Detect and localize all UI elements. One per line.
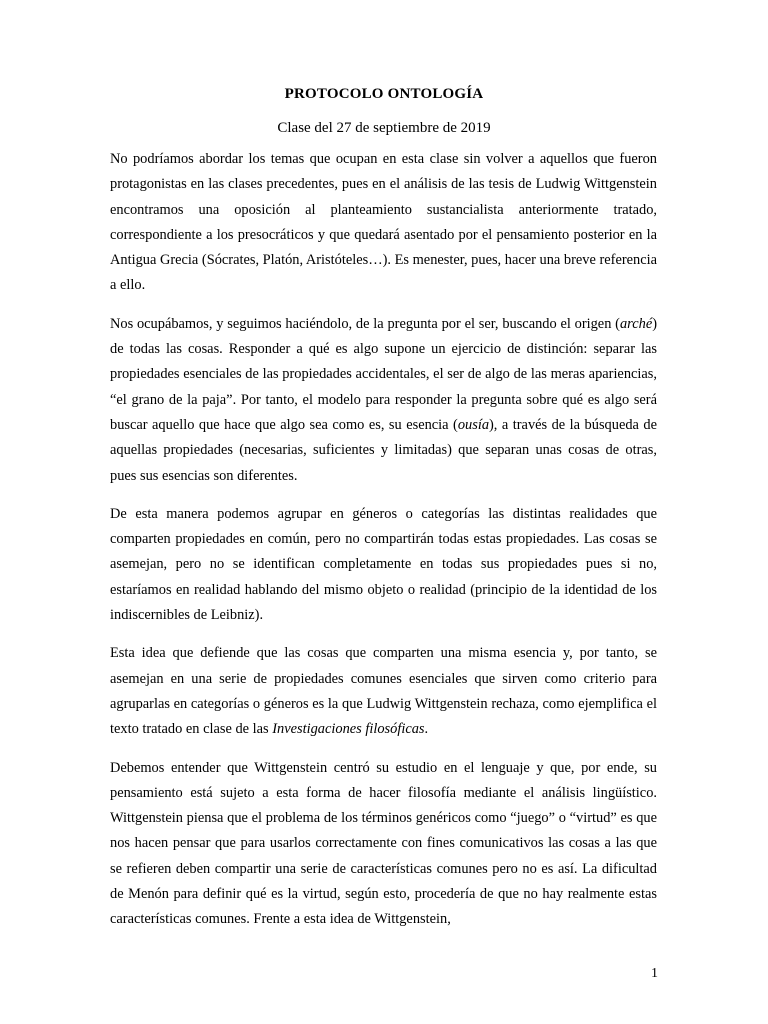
document-subtitle: Clase del 27 de septiembre de 2019 bbox=[277, 120, 491, 136]
paragraph bbox=[110, 641, 657, 742]
italic-book-title: Investigaciones filosóficas bbox=[272, 721, 425, 738]
paragraph bbox=[110, 312, 657, 489]
text-run: No podríamos abordar los temas que ocupan en esta clase sin volver a aquellos que fueron protagonistas en las clases precedentes, pues en el análisis de las tesis de Ludwig Wittgenstein encontramos una oposición al planteamiento sustancialista anteriormente tratado, correspondiente a los presocráticos y que quedará asentado por el pensamiento posterior en la Antigua Grecia (Sócrates, Platón, Aristóteles…). Es menester, pues, hacer una breve referencia a ello. bbox=[110, 151, 657, 294]
paragraph bbox=[110, 502, 657, 628]
text-run: Esta idea que defiende que las cosas que comparten una misma esencia y, por tanto, se asemejan en una serie de propiedades comunes esenciales que sirven como criterio para agruparlas en categorías o géneros es la que Ludwig Wittgenstein rechaza, como ejemplifica el texto tratado en clase de las bbox=[110, 645, 657, 738]
text-run: Nos ocupábamos, y seguimos haciéndolo, de la pregunta por el ser, buscando el origen ( bbox=[110, 315, 620, 332]
text-run: ), a través de la búsqueda de aquellas propiedades (necesarias, suficientes y limitadas) que separan unas cosas de otras, pues sus esencias son diferentes. bbox=[110, 416, 657, 484]
text-run: Debemos entender que Wittgenstein centró su estudio en el lenguaje y que, por ende, su pensamiento está sujeto a esta forma de hacer filosofía mediante el análisis lingüístico. Wittgenstein piensa que el problema de los términos genéricos como “juego” o “virtud” es que nos hacen pensar que para usarlos correctamente con fines comunicativos las cosas a las que se refieren deben compartir una serie de características comunes pero no es así. La dificultad de Menón para definir qué es la virtud, según esto, procedería de que no hay realmente estas características comunes. Frente a esta idea de Wittgenstein, bbox=[110, 759, 657, 928]
page-number: 1 bbox=[651, 966, 658, 981]
italic-term: ousía bbox=[457, 416, 490, 433]
document-title: PROTOCOLO ONTOLOGÍA bbox=[284, 86, 484, 102]
text-run: . bbox=[424, 721, 429, 738]
paragraph bbox=[110, 756, 657, 933]
document-body bbox=[110, 147, 657, 946]
italic-term: arché bbox=[619, 315, 653, 332]
text-run: De esta manera podemos agrupar en géneros o categorías las distintas realidades que comparten propiedades en común, pero no compartirán todas estas propiedades. Las cosas se asemejan, pero no se identifican completamente en todas sus propiedades pues si no, estaríamos en realidad hablando del mismo objeto o realidad (principio de la identidad de los indiscernibles de Leibniz). bbox=[110, 505, 657, 624]
paragraph bbox=[110, 147, 657, 299]
text-run: ) de todas las cosas. Responder a qué es algo supone un ejercicio de distinción: separar las propiedades esenciales de las propiedades accidentales, el ser de algo de las meras apariencias, “el grano de la paja”. Por tanto, el modelo para responder la pregunta sobre qué es algo será buscar aquello que hace que algo sea como es, su esencia ( bbox=[110, 315, 657, 433]
